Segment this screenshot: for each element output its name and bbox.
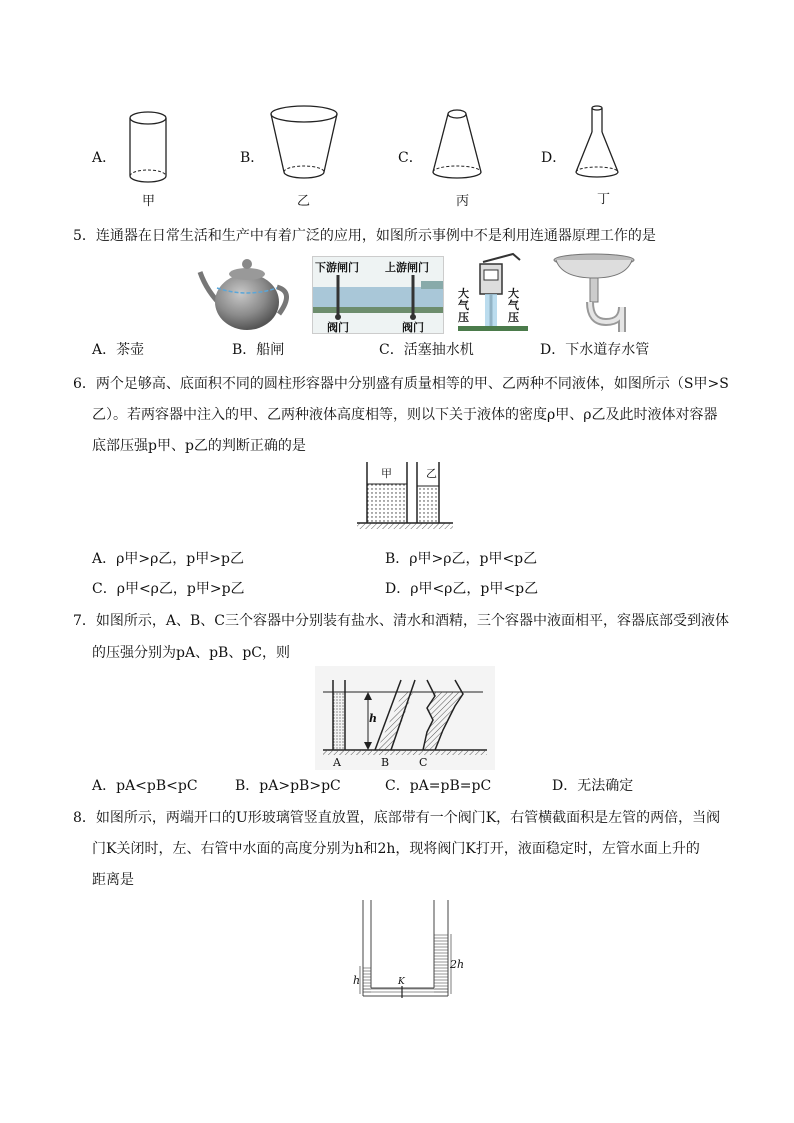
lock-label-down-gate: 下游闸门: [315, 261, 359, 274]
q7-fig-label-b: B: [381, 756, 390, 769]
q6-fig-label-yi: 乙: [426, 467, 437, 480]
q8-stem-line1: 8．如图所示，两端开口的U形玻璃管竖直放置，底部带有一个阀门K，右管横截面积是左管的两倍，当阀: [73, 810, 721, 826]
q7-stem-line1: 7．如图所示，A、B、C三个容器中分别装有盐水、清水和酒精，三个容器中液面相平，容器底部受到液体: [73, 613, 730, 629]
q6-option-a[interactable]: A．ρ甲>ρ乙，p甲>p乙: [92, 551, 244, 567]
q7-fig-label-h: h: [369, 712, 377, 725]
q7-option-b[interactable]: B．pA>pB>pC: [235, 778, 341, 794]
q5-option-d[interactable]: D．下水道存水管: [540, 342, 650, 358]
q8-stem-line3: 距离是: [92, 872, 134, 888]
q8-fig-label-2h: 2h: [450, 958, 465, 971]
q6-option-b[interactable]: B．ρ甲>ρ乙，p甲<p乙: [385, 551, 538, 567]
piston-pump-figure: [458, 252, 528, 332]
q7-option-d[interactable]: D．无法确定: [552, 778, 634, 794]
q8-fig-label-k: K: [398, 977, 405, 987]
q6-option-c[interactable]: C．ρ甲<ρ乙，p甲>p乙: [92, 581, 245, 597]
q4-caption-jia: 甲: [142, 194, 156, 209]
q7-stem-line2: 的压强分别为pA、pB、pC，则: [92, 645, 290, 661]
q4-option-d[interactable]: D．: [541, 150, 567, 166]
q4-option-c[interactable]: C．: [398, 150, 423, 166]
lock-label-valve-left: 阀门: [327, 321, 349, 334]
q6-stem-line1: 6．两个足够高、底面积不同的圆柱形容器中分别盛有质量相等的甲、乙两种不同液体，如图所示（S甲>S: [73, 376, 729, 392]
u-tube-figure: [350, 898, 466, 1000]
three-containers-figure: [315, 666, 495, 770]
q6-option-d[interactable]: D．ρ甲<ρ乙，p甲<p乙: [385, 581, 539, 597]
q4-option-b[interactable]: B．: [240, 150, 265, 166]
q5-stem: 5．连通器在日常生活和生产中有着广泛的应用，如图所示事例中不是利用连通器原理工作的是: [73, 228, 656, 244]
q5-option-a[interactable]: A．茶壶: [92, 342, 145, 358]
q8-stem-line2: 门K关闭时，左、右管中水面的高度分别为h和2h，现将阀门K打开，液面稳定时，左管水面上升的: [92, 841, 700, 857]
q5-option-b[interactable]: B．船闸: [232, 342, 285, 358]
q4-caption-ding: 丁: [597, 192, 611, 207]
ship-lock-figure: [312, 256, 444, 334]
q5-option-c[interactable]: C．活塞抽水机: [379, 342, 474, 358]
sink-trap-figure: [552, 252, 637, 334]
q7-fig-label-c: C: [419, 756, 428, 769]
two-cylinders-figure: [355, 460, 455, 532]
q6-fig-label-jia: 甲: [381, 467, 392, 480]
lock-label-valve-right: 阀门: [402, 321, 424, 334]
teapot-figure: [195, 252, 295, 334]
q6-stem-line2: 乙）。若两容器中注入的甲、乙两种液体高度相等，则以下关于液体的密度ρ甲、ρ乙及此时液体对容器: [92, 407, 718, 423]
conical-flask-figure: [570, 104, 630, 184]
q7-option-c[interactable]: C．pA=pB=pC: [385, 778, 492, 794]
narrow-top-container-figure: [428, 104, 488, 184]
lock-label-up-gate: 上游闸门: [385, 261, 429, 274]
q4-caption-yi: 乙: [297, 194, 311, 209]
q4-caption-bing: 丙: [456, 194, 470, 209]
pump-label-right: 大气压: [508, 287, 519, 324]
wide-cup-figure: [266, 104, 346, 184]
pump-label-left: 大气压: [458, 287, 469, 324]
q7-fig-label-a: A: [333, 756, 341, 769]
q4-option-a[interactable]: A．: [92, 150, 117, 166]
cylinder-container-figure: [125, 108, 175, 188]
q7-option-a[interactable]: A．pA<pB<pC: [92, 778, 198, 794]
q8-fig-label-h: h: [353, 974, 361, 987]
q6-stem-line3: 底部压强p甲、p乙的判断正确的是: [92, 438, 306, 454]
